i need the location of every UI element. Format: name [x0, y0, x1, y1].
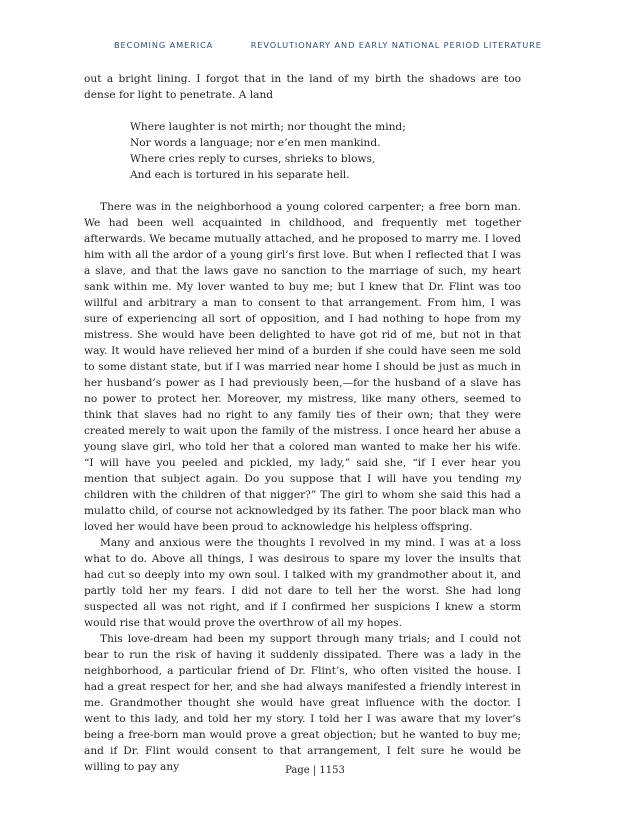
paragraph-carpenter — [84, 199, 521, 535]
paragraph-text: children with the children of that nigger?” The girl to whom she said this had a mulatto child, of course not acknowledged by its father. The poor black man who loved her would have been proud to acknowledge his helpless offspring. — [84, 489, 521, 533]
opening-paragraph: out a bright lining. I forgot that in the land of my birth the shadows are too dense for light to penetrate. A land — [84, 73, 521, 101]
running-header — [114, 40, 542, 50]
book-title: BECOMING AMERICA — [114, 40, 214, 50]
verse-line: Where cries reply to curses, shrieks to blows, — [130, 153, 376, 165]
paragraph-anxious-thoughts: Many and anxious were the thoughts I revolved in my mind. I was at a loss what to do. Above all things, I was desirous to spare my lover the insults that had cut so deeply into my own soul. I talked with my grandmother about it, and partly told her my fears. I did not dare to tell her the worst. She had long suspected all was not right, and if I confirmed her suspicions I knew a storm would rise that would prove the overthrow of all my hopes. — [84, 537, 521, 629]
paragraph-text: There was in the neighborhood a young colored carpenter; a free born man. We had been well acquainted in childhood, and frequently met together afterwards. We became mutually attached, and he proposed to marry me. I loved him with all the ardor of a young girl’s first love. But when I reflected that I was a slave, and that the laws gave no sanction to the marriage of such, my heart sank within me. My lover wanted to buy me; but I knew that Dr. Flint was too willful and arbitrary a man to consent to that arrangement. From him, I was sure of experiencing all sort of opposition, and I had nothing to hope from my mistress. She would have been delighted to have got rid of me, but not in that way. It would have relieved her mind of a burden if she could have seen me sold to some distant state, but if I was married near home I should be just as much in her husband’s power as I had previously been,—for the husband of a slave has no power to protect her. Moreover, my mistress, like many others, seemed to think that slaves had no right to any family ties of their own; that they were created merely to wait upon the family of the mistress. I once heard her abuse a young slave girl, who told her that a colored man wanted to make her his wife. “I will have you peeled and pickled, my lady,” said she, “if I ever hear you mention that subject again. Do you suppose that I will have you tending — [84, 201, 521, 485]
verse-line: And each is tortured in his separate hell. — [130, 169, 350, 181]
verse-line: Nor words a language; nor e’en men mankind. — [130, 137, 381, 149]
emphasized-word: my — [504, 473, 521, 485]
paragraph-love-dream: This love-dream had been my support through many trials; and I could not bear to run the risk of having it suddenly dissipated. There was a lady in the neighborhood, a particular friend of Dr. Flint’s, who often visited the house. I had a great respect for her, and she had always manifested a friendly interest in me. Grandmother thought she would have great influence with the doctor. I went to this lady, and told her my story. I told her I was aware that my lover’s being a free-born man would prove a great objection; but he wanted to buy me; and if Dr. Flint would consent to that arrangement, I felt sure he would be willing to pay any — [84, 633, 521, 773]
page-number: Page | 1153 — [285, 765, 345, 776]
section-title: REVOLUTIONARY AND EARLY NATIONAL PERIOD LITERATURE — [250, 40, 542, 50]
verse-block — [130, 119, 521, 183]
body-text — [84, 71, 521, 775]
verse-line: Where laughter is not mirth; nor thought the mind; — [130, 121, 406, 133]
